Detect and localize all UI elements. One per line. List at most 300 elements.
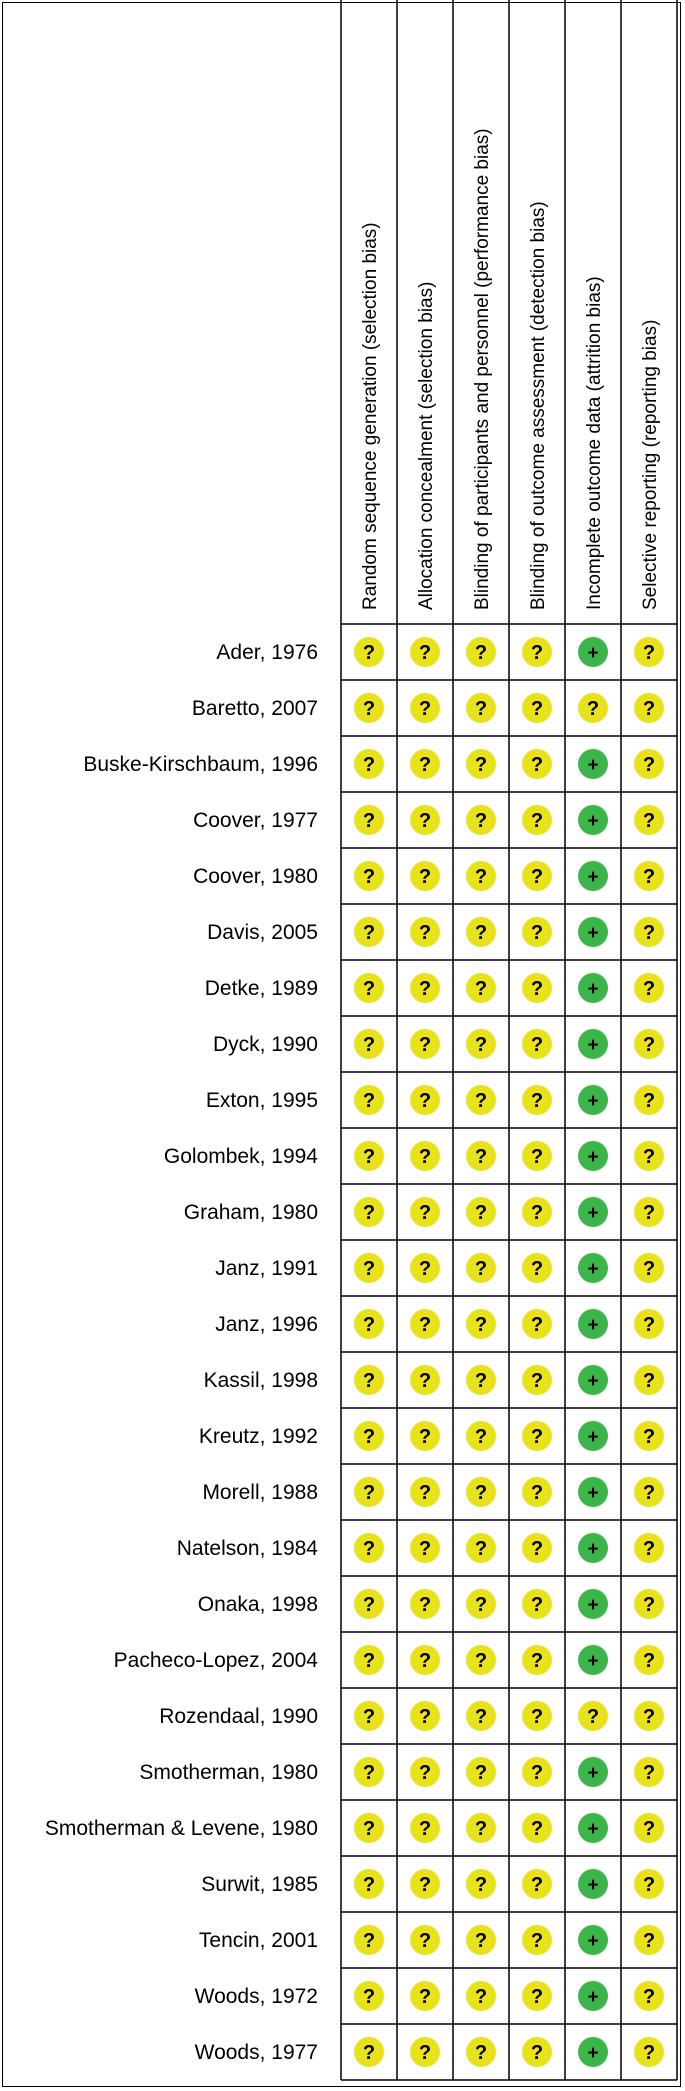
unclear-risk-mark xyxy=(410,1645,440,1675)
unclear-risk-mark xyxy=(410,1589,440,1619)
column-header-3: Blinding of participants and personnel (performance bias) xyxy=(472,128,493,610)
unclear-risk-mark xyxy=(466,1925,496,1955)
unclear-risk-mark xyxy=(354,1029,384,1059)
low-risk-mark xyxy=(578,1981,608,2011)
unclear-risk-mark xyxy=(410,1869,440,1899)
rating-symbol: + xyxy=(587,1427,599,1448)
unclear-risk-mark xyxy=(410,1141,440,1171)
rating-symbol: + xyxy=(587,1147,599,1168)
unclear-risk-mark xyxy=(466,1701,496,1731)
rating-symbol: + xyxy=(587,1203,599,1224)
rating-symbol: ? xyxy=(642,1034,656,1056)
unclear-risk-mark xyxy=(354,973,384,1003)
unclear-risk-mark xyxy=(466,1141,496,1171)
unclear-risk-mark xyxy=(354,1197,384,1227)
unclear-risk-mark xyxy=(354,1253,384,1283)
unclear-risk-mark xyxy=(466,805,496,835)
rating-symbol: ? xyxy=(362,1090,376,1112)
study-label: Coover, 1977 xyxy=(193,809,318,832)
unclear-risk-mark xyxy=(522,1869,552,1899)
unclear-risk-mark xyxy=(522,1925,552,1955)
rating-symbol: ? xyxy=(362,866,376,888)
rating-symbol: ? xyxy=(474,810,488,832)
rating-symbol: ? xyxy=(642,978,656,1000)
rating-symbol: ? xyxy=(474,1650,488,1672)
rating-symbol: ? xyxy=(362,1594,376,1616)
unclear-risk-mark xyxy=(466,749,496,779)
low-risk-mark xyxy=(578,1645,608,1675)
rating-symbol: ? xyxy=(474,1874,488,1896)
unclear-risk-mark xyxy=(522,917,552,947)
grid-layer xyxy=(341,0,677,2080)
rating-symbol: ? xyxy=(362,642,376,664)
unclear-risk-mark xyxy=(634,1925,664,1955)
rating-symbol: ? xyxy=(418,1482,432,1504)
unclear-risk-mark xyxy=(354,2037,384,2067)
unclear-risk-mark xyxy=(466,917,496,947)
unclear-risk-mark xyxy=(410,1533,440,1563)
study-label: Buske-Kirschbaum, 1996 xyxy=(83,753,318,776)
unclear-risk-mark xyxy=(522,1477,552,1507)
unclear-risk-mark xyxy=(410,1477,440,1507)
rating-symbol: ? xyxy=(362,1370,376,1392)
rating-symbol: ? xyxy=(530,1370,544,1392)
rating-symbol: ? xyxy=(586,698,600,720)
rating-symbol: ? xyxy=(474,1762,488,1784)
rating-symbol: + xyxy=(587,979,599,1000)
unclear-risk-mark xyxy=(634,973,664,1003)
rating-symbol: ? xyxy=(362,1258,376,1280)
unclear-risk-mark xyxy=(410,2037,440,2067)
rating-symbol: ? xyxy=(642,1314,656,1336)
rating-symbol: + xyxy=(587,755,599,776)
unclear-risk-mark xyxy=(410,637,440,667)
unclear-risk-mark xyxy=(634,1869,664,1899)
unclear-risk-mark xyxy=(354,1309,384,1339)
rating-symbol: ? xyxy=(530,1202,544,1224)
study-label: Rozendaal, 1990 xyxy=(159,1705,318,1728)
unclear-risk-mark xyxy=(354,917,384,947)
rating-symbol: ? xyxy=(474,922,488,944)
rating-symbol: ? xyxy=(362,1482,376,1504)
rating-symbol: ? xyxy=(642,1090,656,1112)
rating-symbol: ? xyxy=(474,754,488,776)
unclear-risk-mark xyxy=(578,1701,608,1731)
rating-symbol: ? xyxy=(418,1930,432,1952)
unclear-risk-mark xyxy=(522,1253,552,1283)
rating-symbol: + xyxy=(587,1539,599,1560)
low-risk-mark xyxy=(578,1477,608,1507)
unclear-risk-mark xyxy=(410,861,440,891)
unclear-risk-mark xyxy=(634,805,664,835)
unclear-risk-mark xyxy=(466,1029,496,1059)
unclear-risk-mark xyxy=(634,1141,664,1171)
rating-symbol: ? xyxy=(418,810,432,832)
rating-symbol: ? xyxy=(530,1594,544,1616)
rating-symbol: ? xyxy=(418,2042,432,2064)
rating-symbol: + xyxy=(587,1819,599,1840)
rating-symbol: ? xyxy=(474,1986,488,2008)
rating-symbol: ? xyxy=(530,1874,544,1896)
unclear-risk-mark xyxy=(354,1477,384,1507)
rating-symbol: ? xyxy=(418,1538,432,1560)
rating-symbol: ? xyxy=(642,754,656,776)
rating-symbol: ? xyxy=(474,1594,488,1616)
unclear-risk-mark xyxy=(522,1085,552,1115)
unclear-risk-mark xyxy=(354,1813,384,1843)
rating-symbol: + xyxy=(587,1651,599,1672)
rating-symbol: ? xyxy=(474,1034,488,1056)
rating-symbol: ? xyxy=(474,1482,488,1504)
study-label: Janz, 1991 xyxy=(215,1257,318,1280)
rating-symbol: ? xyxy=(642,922,656,944)
rating-symbol: ? xyxy=(474,978,488,1000)
low-risk-mark xyxy=(578,1029,608,1059)
low-risk-mark xyxy=(578,917,608,947)
rating-symbol: ? xyxy=(362,1706,376,1728)
column-header-6: Selective reporting (reporting bias) xyxy=(640,319,661,610)
low-risk-mark xyxy=(578,1533,608,1563)
rating-symbol: + xyxy=(587,1091,599,1112)
rating-symbol: ? xyxy=(530,642,544,664)
unclear-risk-mark xyxy=(354,861,384,891)
unclear-risk-mark xyxy=(634,1757,664,1787)
unclear-risk-mark xyxy=(410,1197,440,1227)
unclear-risk-mark xyxy=(522,1421,552,1451)
rating-symbol: ? xyxy=(418,698,432,720)
unclear-risk-mark xyxy=(410,693,440,723)
study-label: Morell, 1988 xyxy=(202,1481,318,1504)
rating-symbol: ? xyxy=(530,1538,544,1560)
unclear-risk-mark xyxy=(522,1981,552,2011)
unclear-risk-mark xyxy=(522,749,552,779)
study-label: Woods, 1977 xyxy=(194,2041,318,2064)
study-label: Baretto, 2007 xyxy=(191,697,318,720)
low-risk-mark xyxy=(578,2037,608,2067)
unclear-risk-mark xyxy=(466,1533,496,1563)
rating-symbol: ? xyxy=(530,810,544,832)
low-risk-mark xyxy=(578,1365,608,1395)
unclear-risk-mark xyxy=(522,1533,552,1563)
rating-symbol: ? xyxy=(362,754,376,776)
unclear-risk-mark xyxy=(410,1757,440,1787)
rating-symbol: + xyxy=(587,1371,599,1392)
unclear-risk-mark xyxy=(466,973,496,1003)
study-label: Surwit, 1985 xyxy=(201,1873,318,1896)
rating-symbol: + xyxy=(587,1875,599,1896)
unclear-risk-mark xyxy=(634,917,664,947)
rating-symbol: ? xyxy=(362,2042,376,2064)
study-label: Woods, 1972 xyxy=(194,1985,318,2008)
unclear-risk-mark xyxy=(410,1029,440,1059)
unclear-risk-mark xyxy=(466,1197,496,1227)
low-risk-mark xyxy=(578,1085,608,1115)
rating-symbol: ? xyxy=(530,1930,544,1952)
unclear-risk-mark xyxy=(410,749,440,779)
rating-symbol: ? xyxy=(642,1146,656,1168)
study-label: Janz, 1996 xyxy=(215,1313,318,1336)
unclear-risk-mark xyxy=(522,1757,552,1787)
rating-symbol: + xyxy=(587,1259,599,1280)
study-label: Dyck, 1990 xyxy=(212,1033,318,1056)
study-label: Kreutz, 1992 xyxy=(198,1425,318,1448)
unclear-risk-mark xyxy=(410,1813,440,1843)
unclear-risk-mark xyxy=(466,1421,496,1451)
unclear-risk-mark xyxy=(466,861,496,891)
low-risk-mark xyxy=(578,1309,608,1339)
rating-symbol: ? xyxy=(362,922,376,944)
low-risk-mark xyxy=(578,637,608,667)
rating-symbol: ? xyxy=(362,1986,376,2008)
unclear-risk-mark xyxy=(410,973,440,1003)
rating-symbol: + xyxy=(587,643,599,664)
low-risk-mark xyxy=(578,1253,608,1283)
study-label: Golombek, 1994 xyxy=(163,1145,318,1168)
rating-symbol: ? xyxy=(418,1706,432,1728)
rating-symbol: ? xyxy=(418,1034,432,1056)
unclear-risk-mark xyxy=(354,693,384,723)
unclear-risk-mark xyxy=(634,1813,664,1843)
rating-symbol: ? xyxy=(362,1314,376,1336)
unclear-risk-mark xyxy=(634,1253,664,1283)
rating-symbol: ? xyxy=(418,1426,432,1448)
rating-symbol: ? xyxy=(530,1650,544,1672)
unclear-risk-mark xyxy=(354,749,384,779)
low-risk-mark xyxy=(578,805,608,835)
unclear-risk-mark xyxy=(410,917,440,947)
rating-symbol: ? xyxy=(418,1650,432,1672)
unclear-risk-mark xyxy=(634,1981,664,2011)
rating-symbol: + xyxy=(587,1315,599,1336)
rating-symbol: ? xyxy=(474,1258,488,1280)
rating-symbol: ? xyxy=(642,1426,656,1448)
column-header-2: Allocation concealment (selection bias) xyxy=(416,281,437,610)
rating-symbol: ? xyxy=(642,1538,656,1560)
rating-symbol: ? xyxy=(474,1314,488,1336)
low-risk-mark xyxy=(578,1757,608,1787)
rating-symbol: ? xyxy=(530,1818,544,1840)
unclear-risk-mark xyxy=(634,1589,664,1619)
study-label: Onaka, 1998 xyxy=(197,1593,318,1616)
rating-symbol: ? xyxy=(530,1426,544,1448)
rating-symbol: ? xyxy=(418,1874,432,1896)
study-label: Natelson, 1984 xyxy=(176,1537,318,1560)
study-label: Graham, 1980 xyxy=(183,1201,318,1224)
unclear-risk-mark xyxy=(466,637,496,667)
rating-symbol: + xyxy=(587,1035,599,1056)
rating-symbol: ? xyxy=(418,642,432,664)
unclear-risk-mark xyxy=(466,1645,496,1675)
rating-symbol: ? xyxy=(362,1650,376,1672)
column-header-5: Incomplete outcome data (attrition bias) xyxy=(584,276,605,610)
rating-symbol: ? xyxy=(642,1650,656,1672)
unclear-risk-mark xyxy=(634,1365,664,1395)
rating-symbol: ? xyxy=(642,1706,656,1728)
unclear-risk-mark xyxy=(354,1365,384,1395)
rating-symbol: ? xyxy=(642,866,656,888)
rating-symbol: ? xyxy=(642,1370,656,1392)
rating-symbol: ? xyxy=(474,866,488,888)
rating-symbol: + xyxy=(587,1483,599,1504)
rating-symbol: ? xyxy=(530,1090,544,1112)
row-labels xyxy=(45,641,318,2064)
unclear-risk-mark xyxy=(522,2037,552,2067)
low-risk-mark xyxy=(578,1813,608,1843)
unclear-risk-mark xyxy=(634,1197,664,1227)
unclear-risk-mark xyxy=(522,1701,552,1731)
column-header-1: Random sequence generation (selection bias) xyxy=(360,222,381,610)
unclear-risk-mark xyxy=(410,1365,440,1395)
unclear-risk-mark xyxy=(354,1589,384,1619)
unclear-risk-mark xyxy=(354,1421,384,1451)
unclear-risk-mark xyxy=(354,637,384,667)
rating-symbol: ? xyxy=(418,754,432,776)
unclear-risk-mark xyxy=(354,1533,384,1563)
rating-symbol: ? xyxy=(418,1202,432,1224)
rating-symbol: ? xyxy=(474,1370,488,1392)
unclear-risk-mark xyxy=(522,1645,552,1675)
rating-symbol: ? xyxy=(642,1930,656,1952)
rating-symbol: ? xyxy=(362,1538,376,1560)
unclear-risk-mark xyxy=(354,1757,384,1787)
unclear-risk-mark xyxy=(410,1701,440,1731)
rating-symbol: ? xyxy=(362,810,376,832)
unclear-risk-mark xyxy=(410,805,440,835)
low-risk-mark xyxy=(578,1421,608,1451)
unclear-risk-mark xyxy=(522,1365,552,1395)
rating-symbol: ? xyxy=(474,1538,488,1560)
study-label: Tencin, 2001 xyxy=(198,1929,318,1952)
unclear-risk-mark xyxy=(634,1477,664,1507)
rating-symbol: ? xyxy=(530,698,544,720)
unclear-risk-mark xyxy=(522,1141,552,1171)
rating-symbol: ? xyxy=(642,1762,656,1784)
unclear-risk-mark xyxy=(634,861,664,891)
unclear-risk-mark xyxy=(466,2037,496,2067)
unclear-risk-mark xyxy=(522,693,552,723)
rating-symbol: ? xyxy=(362,1034,376,1056)
rating-symbol: ? xyxy=(418,1762,432,1784)
unclear-risk-mark xyxy=(410,1925,440,1955)
low-risk-mark xyxy=(578,1589,608,1619)
rating-symbol: ? xyxy=(530,866,544,888)
rating-symbol: ? xyxy=(530,2042,544,2064)
unclear-risk-mark xyxy=(466,1589,496,1619)
unclear-risk-mark xyxy=(634,1701,664,1731)
unclear-risk-mark xyxy=(522,973,552,1003)
rating-symbol: + xyxy=(587,1931,599,1952)
rating-symbol: ? xyxy=(474,698,488,720)
rating-symbol: + xyxy=(587,1763,599,1784)
unclear-risk-mark xyxy=(522,1309,552,1339)
rating-symbol: ? xyxy=(418,1594,432,1616)
rating-symbol: ? xyxy=(474,2042,488,2064)
rating-symbol: ? xyxy=(642,1594,656,1616)
rating-symbol: ? xyxy=(474,1202,488,1224)
unclear-risk-mark xyxy=(410,1253,440,1283)
rating-symbol: ? xyxy=(530,978,544,1000)
unclear-risk-mark xyxy=(522,1589,552,1619)
unclear-risk-mark xyxy=(410,1085,440,1115)
rating-symbol: ? xyxy=(362,1202,376,1224)
column-headers xyxy=(360,128,661,610)
unclear-risk-mark xyxy=(466,1981,496,2011)
rating-symbol: ? xyxy=(418,1146,432,1168)
study-label: Coover, 1980 xyxy=(193,865,318,888)
rating-symbol: ? xyxy=(418,1370,432,1392)
low-risk-mark xyxy=(578,1197,608,1227)
study-label: Ader, 1976 xyxy=(216,641,318,664)
rating-symbol: ? xyxy=(586,1706,600,1728)
unclear-risk-mark xyxy=(466,1365,496,1395)
rating-symbol: ? xyxy=(530,922,544,944)
unclear-risk-mark xyxy=(354,1869,384,1899)
unclear-risk-mark xyxy=(354,1645,384,1675)
rating-symbol: + xyxy=(587,1595,599,1616)
unclear-risk-mark xyxy=(634,1533,664,1563)
rating-symbol: ? xyxy=(362,1930,376,1952)
rating-symbol: ? xyxy=(418,866,432,888)
rating-symbol: ? xyxy=(418,1090,432,1112)
rating-symbol: ? xyxy=(362,1874,376,1896)
unclear-risk-mark xyxy=(634,2037,664,2067)
rating-symbol: ? xyxy=(362,1818,376,1840)
rating-symbol: ? xyxy=(530,1706,544,1728)
unclear-risk-mark xyxy=(410,1981,440,2011)
low-risk-mark xyxy=(578,1869,608,1899)
rating-symbol: ? xyxy=(362,1146,376,1168)
rating-symbol: + xyxy=(587,867,599,888)
rating-symbol: ? xyxy=(530,1258,544,1280)
unclear-risk-mark xyxy=(522,1197,552,1227)
unclear-risk-mark xyxy=(634,1029,664,1059)
unclear-risk-mark xyxy=(410,1421,440,1451)
study-label: Pacheco-Lopez, 2004 xyxy=(113,1649,318,1672)
rating-symbol: ? xyxy=(362,978,376,1000)
unclear-risk-mark xyxy=(634,1085,664,1115)
low-risk-mark xyxy=(578,973,608,1003)
unclear-risk-mark xyxy=(466,1813,496,1843)
low-risk-mark xyxy=(578,1925,608,1955)
study-label: Smotherman, 1980 xyxy=(139,1761,318,1784)
rating-symbol: + xyxy=(587,2043,599,2064)
unclear-risk-mark xyxy=(634,637,664,667)
rating-symbol: ? xyxy=(474,1930,488,1952)
rating-symbol: ? xyxy=(530,1762,544,1784)
rating-symbol: ? xyxy=(642,1258,656,1280)
rating-symbol: ? xyxy=(418,1818,432,1840)
rating-symbol: ? xyxy=(530,1034,544,1056)
rating-symbol: ? xyxy=(642,810,656,832)
rating-symbol: ? xyxy=(642,1482,656,1504)
rating-symbol: ? xyxy=(418,1986,432,2008)
rating-symbol: ? xyxy=(642,2042,656,2064)
rating-symbol: ? xyxy=(530,754,544,776)
rating-symbol: ? xyxy=(642,1202,656,1224)
unclear-risk-mark xyxy=(466,1757,496,1787)
study-label: Smotherman & Levene, 1980 xyxy=(44,1817,318,1840)
rating-symbol: ? xyxy=(418,922,432,944)
rating-symbol: ? xyxy=(362,1426,376,1448)
rating-symbol: ? xyxy=(474,1706,488,1728)
rating-symbol: ? xyxy=(418,978,432,1000)
rating-symbol: ? xyxy=(530,1146,544,1168)
study-label: Detke, 1989 xyxy=(204,977,318,1000)
unclear-risk-mark xyxy=(466,1477,496,1507)
rating-symbol: ? xyxy=(642,1818,656,1840)
study-label: Davis, 2005 xyxy=(207,921,318,944)
rating-symbol: ? xyxy=(474,1426,488,1448)
